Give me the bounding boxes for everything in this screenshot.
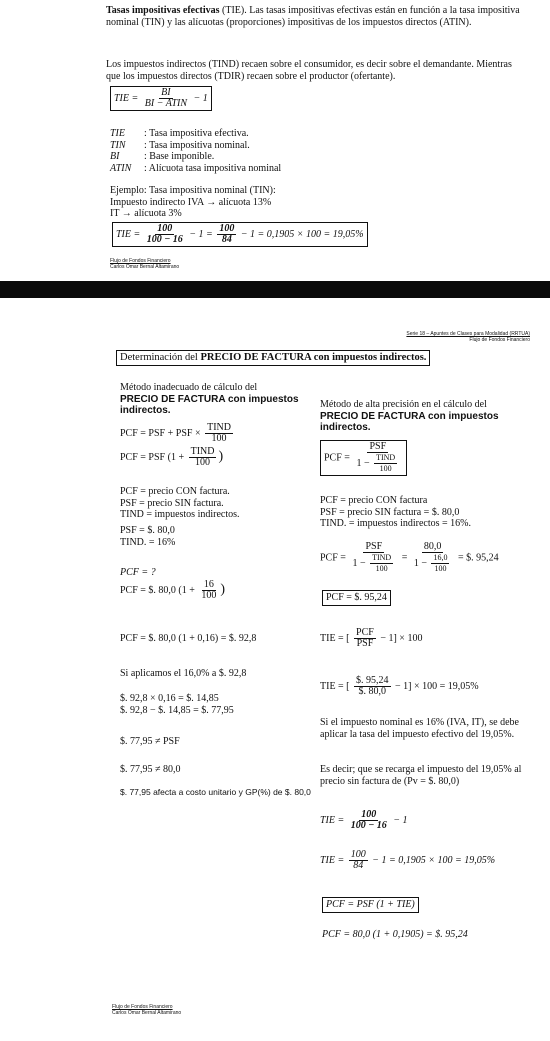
- right-calc: PCF = PSF 1 − $\frac{\text{TIND}}{100}$ = 80,0 1 − $\frac{16,0}{100}$ = $. 95,24: [320, 541, 499, 573]
- right-paragraph-1: Si el impuesto nominal es 16% (IVA, IT), se debe aplicar la tasa del impuesto efectivo del 19,05%.: [320, 717, 519, 740]
- section-title: Determinación del PRECIO DE FACTURA con impuestos indirectos.: [116, 350, 430, 366]
- example-formula-box: TIE = $\frac{100}{100 - 16}$ − 1 = $\frac{100}{84}$ − 1 = 0,1905 × 100 = 19,05%: [112, 222, 368, 247]
- left-formula-2: PCF = PSF (1 + $\frac{\text{TIND}}{100}$ ): [120, 446, 224, 468]
- example-title: Ejemplo: Tasa impositiva nominal (TIN):: [110, 185, 276, 196]
- formula-rhs: − 1: [193, 92, 208, 104]
- definition-row: ATIN : Alícuota tasa impositiva nominal: [110, 162, 282, 174]
- right-definitions: PCF = precio CON factura PSF = precio SIN factura = $. 80,0 TIND. = impuestos indirectos = 16%.: [320, 495, 471, 529]
- definition-row: TIN : Tasa impositiva nominal.: [110, 139, 250, 151]
- formula-fraction: [143, 88, 189, 109]
- right-result-box: PCF = $. 95,24: [322, 590, 391, 606]
- left-heading: Método inadecuado de cálculo del PRECIO DE FACTURA con impuestos indirectos.: [120, 382, 299, 416]
- left-unknown: PCF = ?: [120, 567, 156, 578]
- right-tie-1: TIE = [ $\frac{\text{PCF}}{\text{PSF}}$ − 1] × 100: [320, 627, 423, 649]
- left-values: PSF = $. 80,0 TIND. = 16%: [120, 525, 176, 548]
- intro-bold: Tasas impositivas efectivas: [106, 5, 220, 16]
- right-tie-3: TIE = $\frac{100}{100 - 16}$ − 1: [320, 809, 408, 831]
- left-text-6: $. 77,95 afecta a costo unitario y GP(%) de $. 80,0: [120, 787, 311, 797]
- page-2: [0, 298, 550, 1041]
- page-2-header: Serie 18 – Apuntes de Clases para Modalidad (RRTUA) Flujo de Fondos Financiero: [406, 331, 530, 343]
- intro-paragraph-1: [106, 5, 526, 28]
- left-text-4: $. 77,95 ≠ PSF: [120, 736, 180, 747]
- tie-formula-box: [110, 86, 212, 111]
- left-definitions: PCF = precio CON factura. PSF = precio SIN factura. TIND = impuestos indirectos.: [120, 486, 240, 520]
- left-calc-1: PCF = $. 80,0 (1 + $\frac{16}{100}$ ): [120, 579, 226, 601]
- page-separator: [0, 281, 550, 298]
- definitions-list: [110, 128, 281, 174]
- left-text-1: Si aplicamos el 16,0% a $. 92,8: [120, 668, 247, 679]
- example-block: [110, 185, 276, 220]
- right-tie-4: TIE = $\frac{100}{84}$ − 1 = 0,1905 × 100 = 19,05%: [320, 849, 496, 871]
- right-tie-2: TIE = [ $\frac{\$. 95,24}{\$. 80,0}$ − 1] × 100 = 19,05%: [320, 675, 479, 697]
- left-text-5: $. 77,95 ≠ 80,0: [120, 764, 181, 775]
- right-heading: Método de alta precisión en el cálculo del PRECIO DE FACTURA con impuestos indirectos.: [320, 399, 499, 433]
- right-paragraph-2: Es decir; que se recarga el impuesto del 19,05% al precio sin factura de (Pv = $. 80,0): [320, 764, 522, 787]
- left-formula-1: PCF = PSF + PSF × $\frac{\text{TIND}}{100}$: [120, 422, 231, 444]
- example-fraction-1: $\frac{100}{100 - 16}$: [146, 223, 183, 245]
- page-1-footer: Flujo de Fondos Financiero Carlos Omar Bernal Altamirano: [110, 258, 180, 270]
- example-line-2: IT → alícuota 3%: [110, 208, 182, 219]
- page-1: [0, 0, 550, 281]
- example-fraction-2: $\frac{100}{84}$: [219, 223, 235, 245]
- intro-rest: (TIE). Las tasas impositivas efectivas están en función a la tasa impositiva nominal (TIN) y las alícuotas (proporciones) impositivas de los impuestos directos (ATIN).: [106, 5, 520, 28]
- right-formula-box: PCF = PSF 1 − $\frac{\text{TIND}}{100}$: [320, 440, 407, 476]
- formula-denominator: BI − ATIN: [144, 98, 188, 109]
- right-final: PCF = 80,0 (1 + 0,1905) = $. 95,24: [322, 929, 468, 940]
- definition-row: BI : Base imponible.: [110, 151, 215, 162]
- intro-paragraph-2: Los impuestos indirectos (TIND) recaen sobre el consumidor, es decir sobre el demandante. Mientras que los impuestos directos (TDIR) recaen sobre el productor (ofertante).: [106, 59, 512, 82]
- formula-lhs: TIE =: [114, 92, 139, 104]
- definition-row: TIE : Tasa impositiva efectiva.: [110, 128, 249, 139]
- example-line-1: Impuesto indirecto IVA → alícuota 13%: [110, 196, 272, 208]
- left-calc-2: PCF = $. 80,0 (1 + 0,16) = $. 92,8: [120, 633, 257, 644]
- left-text-2: $. 92,8 × 0,16 = $. 14,85 $. 92,8 − $. 14,85 = $. 77,95: [120, 693, 234, 716]
- page-2-footer: Flujo de Fondos Financiero Carlos Omar Bernal Altamirano: [112, 1004, 182, 1016]
- formula-numerator: BI: [161, 87, 171, 98]
- right-formula-box-2: PCF = PSF (1 + TIE): [322, 897, 419, 913]
